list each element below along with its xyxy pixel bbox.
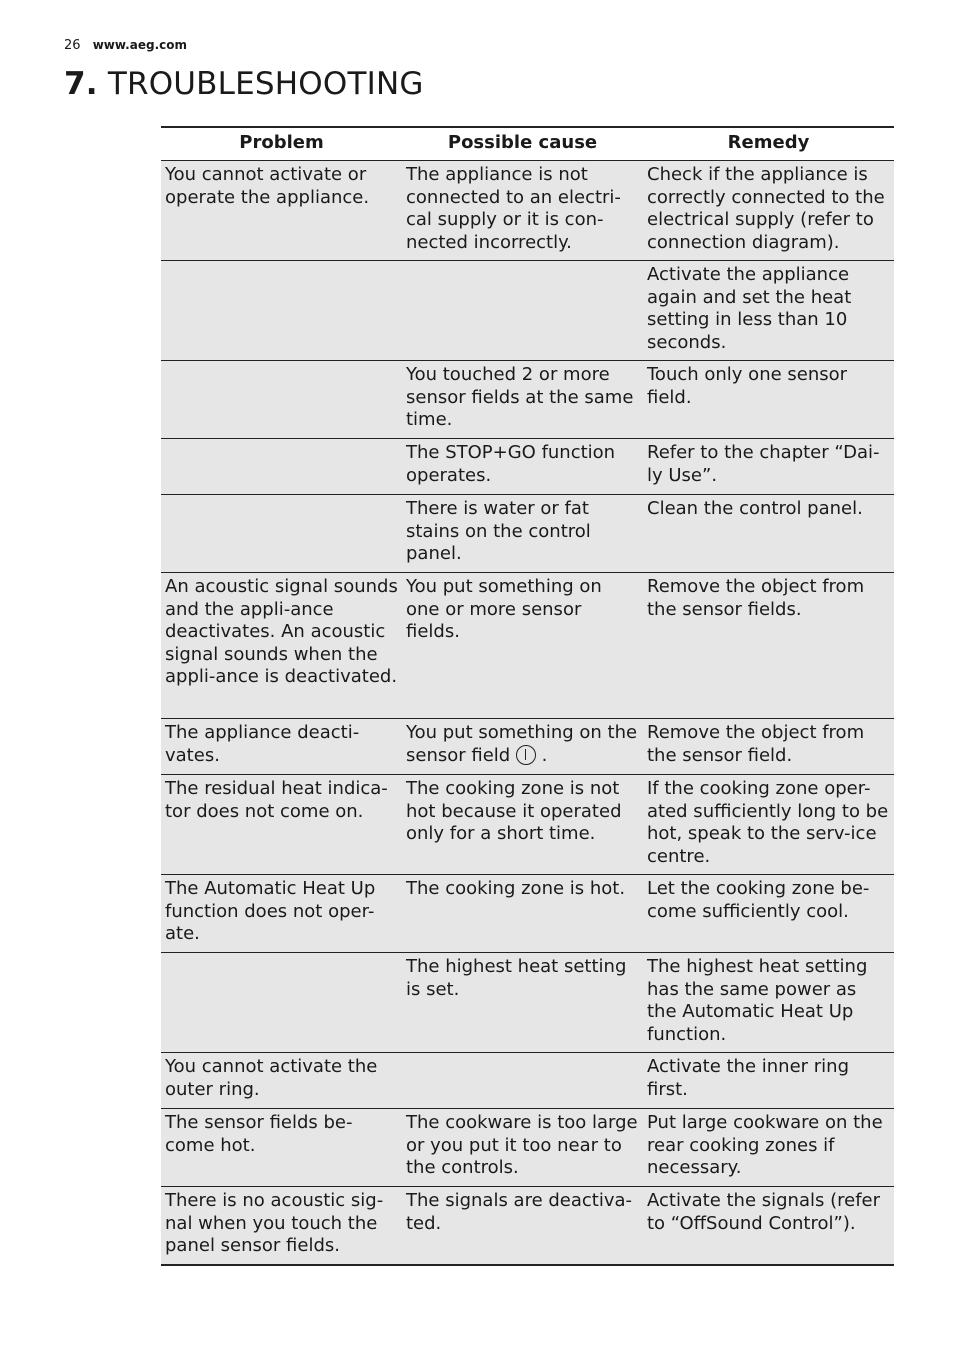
page-header — [64, 38, 187, 53]
table-header-row — [161, 127, 894, 161]
cause-cell: The STOP+GO function operates. — [402, 439, 643, 495]
table-row — [161, 953, 894, 1053]
cause-cell: The appliance is not connected to an electri-cal supply or it is con-nected incorrectly. — [402, 161, 643, 261]
on-off-icon — [516, 745, 536, 765]
problem-cell: There is no acoustic sig-nal when you touch the panel sensor fields. — [161, 1187, 402, 1265]
cause-suffix: . — [535, 744, 548, 766]
cause-cell: The cooking zone is hot. — [402, 875, 643, 953]
cause-cell: There is water or fat stains on the control panel. — [402, 495, 643, 573]
remedy-cell: Put large cookware on the rear cooking zones if necessary. — [643, 1109, 894, 1187]
cause-cell: The signals are deactiva-ted. — [402, 1187, 643, 1265]
cause-cell: You touched 2 or more sensor fields at the same time. — [402, 361, 643, 439]
cause-cell — [402, 719, 643, 775]
cause-cell — [402, 1053, 643, 1109]
remedy-cell: Remove the object from the sensor field. — [643, 719, 894, 775]
website-link[interactable]: www.aeg.com — [92, 38, 187, 52]
table-row — [161, 719, 894, 775]
problem-cell — [161, 361, 402, 439]
remedy-cell: Remove the object from the sensor fields. — [643, 573, 894, 719]
problem-cell — [161, 953, 402, 1053]
remedy-cell: Clean the control panel. — [643, 495, 894, 573]
remedy-cell: Activate the inner ring first. — [643, 1053, 894, 1109]
remedy-cell: Touch only one sensor field. — [643, 361, 894, 439]
problem-cell: You cannot activate the outer ring. — [161, 1053, 402, 1109]
problem-cell: The sensor fields be-come hot. — [161, 1109, 402, 1187]
cause-cell: The cooking zone is not hot because it operated only for a short time. — [402, 775, 643, 875]
column-header-cause: Possible cause — [402, 127, 643, 161]
problem-cell: The appliance deacti-vates. — [161, 719, 402, 775]
remedy-cell: Refer to the chapter “Dai-ly Use”. — [643, 439, 894, 495]
table-row — [161, 1187, 894, 1265]
problem-cell — [161, 495, 402, 573]
remedy-cell: The highest heat setting has the same power as the Automatic Heat Up function. — [643, 953, 894, 1053]
table-row — [161, 1109, 894, 1187]
cause-cell: The cookware is too large or you put it too near to the controls. — [402, 1109, 643, 1187]
table-row — [161, 875, 894, 953]
section-title — [64, 66, 424, 102]
problem-cell — [161, 261, 402, 361]
cause-cell: You put something on one or more sensor fields. — [402, 573, 643, 719]
problem-cell: The residual heat indica-tor does not come on. — [161, 775, 402, 875]
table-row — [161, 439, 894, 495]
table-row — [161, 161, 894, 261]
table-row — [161, 361, 894, 439]
cause-cell — [402, 261, 643, 361]
table-row — [161, 495, 894, 573]
section-number: 7. — [64, 66, 98, 102]
cause-text: You put something on the sensor field — [406, 722, 638, 766]
problem-cell — [161, 439, 402, 495]
remedy-cell: Let the cooking zone be-come sufficiently cool. — [643, 875, 894, 953]
remedy-cell: Activate the signals (refer to “OffSound Control”). — [643, 1187, 894, 1265]
remedy-cell: Check if the appliance is correctly connected to the electrical supply (refer to connection diagram). — [643, 161, 894, 261]
remedy-cell: If the cooking zone oper-ated sufficiently long to be hot, speak to the serv-ice centre. — [643, 775, 894, 875]
section-title-text: TROUBLESHOOTING — [107, 66, 424, 102]
table-row — [161, 261, 894, 361]
table-row — [161, 775, 894, 875]
cause-cell: The highest heat setting is set. — [402, 953, 643, 1053]
page-number: 26 — [64, 38, 81, 53]
remedy-cell: Activate the appliance again and set the heat setting in less than 10 seconds. — [643, 261, 894, 361]
column-header-remedy: Remedy — [643, 127, 894, 161]
troubleshooting-table — [161, 126, 894, 1266]
column-header-problem: Problem — [161, 127, 402, 161]
problem-cell: You cannot activate or operate the appliance. — [161, 161, 402, 261]
table-row — [161, 1053, 894, 1109]
problem-cell: The Automatic Heat Up function does not oper-ate. — [161, 875, 402, 953]
table-row — [161, 573, 894, 719]
problem-cell: An acoustic signal sounds and the appli-ance deactivates. An acoustic signal sounds when the appli-ance is deactivated. — [161, 573, 402, 719]
